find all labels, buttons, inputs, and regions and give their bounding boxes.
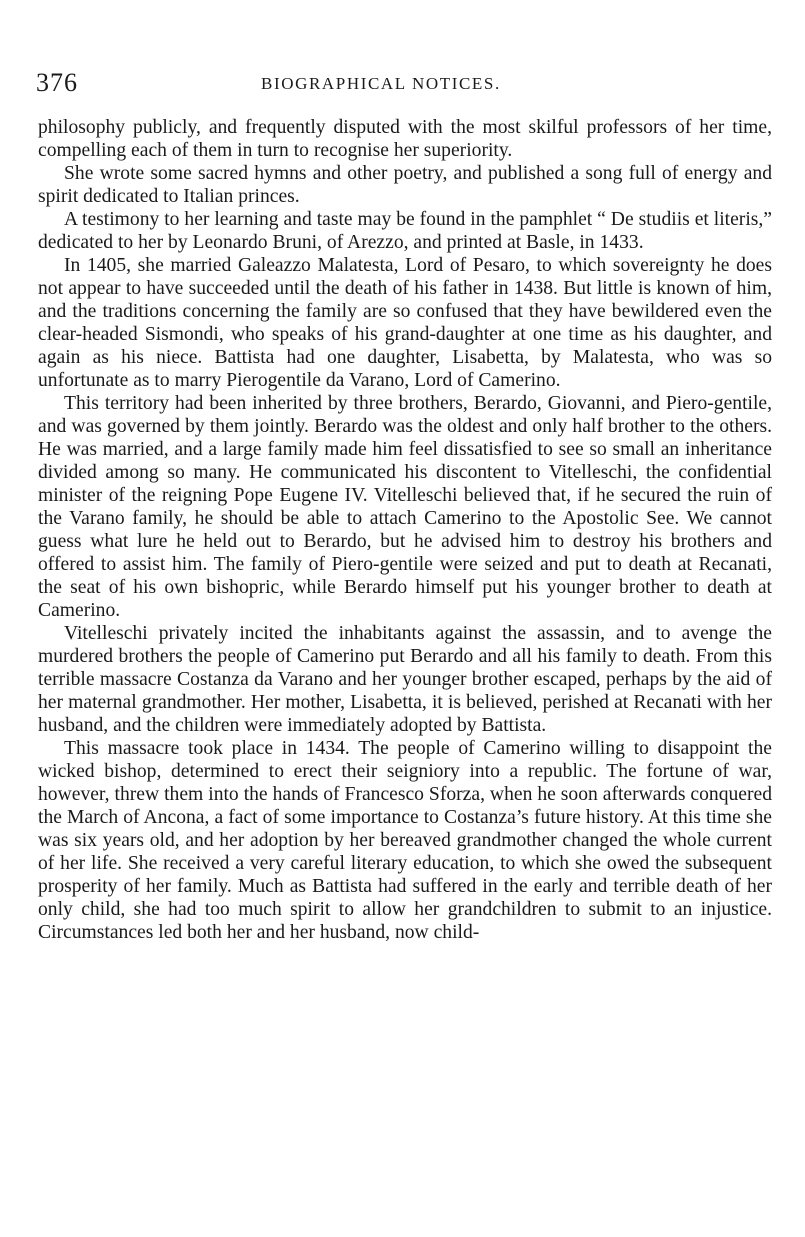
page-header <box>36 66 790 100</box>
paragraph: In 1405, she married Galeazzo Malatesta, Lord of Pesaro, to which sovereignty he does not appear to have succeeded until the death of his father in 1438. But little is known of him, and the traditions concerning the family are so confused that they have bewildered even the clear-headed Sismondi, who speaks of his grand-daughter at one time as his daughter, and again as his niece. Battista had one daughter, Lisabetta, by Malatesta, who was so unfortunate as to marry Pierogentile da Varano, Lord of Camerino. <box>38 255 772 391</box>
page-number: 376 <box>36 68 78 97</box>
body-text <box>38 116 772 944</box>
paragraph: philosophy publicly, and frequently disputed with the most skilful professors of her time, compelling each of them in turn to recognise her superiority. <box>38 117 772 161</box>
paragraph: This massacre took place in 1434. The people of Camerino willing to disappoint the wicked bishop, determined to erect their seigniory into a republic. The fortune of war, however, threw them into the hands of Francesco Sforza, when he soon afterwards conquered the March of Ancona, a fact of some importance to Costanza’s future history. At this time she was six years old, and her adoption by her bereaved grandmother changed the whole current of her life. She received a very careful literary education, to which she owed the subsequent prosperity of her family. Much as Battista had suffered in the early and terrible death of her only child, she had too much spirit to allow her grandchildren to submit to an injustice. Circumstances led both her and her husband, now child- <box>38 738 772 943</box>
paragraph: This territory had been inherited by three brothers, Berardo, Giovanni, and Piero-gentile, and was governed by them jointly. Berardo was the oldest and only half brother to the others. He was married, and a large family made him feel dissatisfied to see so small an inheritance divided among so many. He communicated his discontent to Vitelleschi, the confidential minister of the reigning Pope Eugene IV. Vitelleschi believed that, if he secured the ruin of the Varano family, he should be able to attach Camerino to the Apostolic See. We cannot guess what lure he held out to Berardo, but he advised him to destroy his brothers and offered to assist him. The family of Piero-gentile were seized and put to death at Recanati, the seat of his own bishopric, while Berardo himself put his younger brother to death at Camerino. <box>38 393 772 621</box>
paragraph: She wrote some sacred hymns and other poetry, and published a song full of energy and spirit dedicated to Italian princes. <box>38 163 772 207</box>
paragraph: A testimony to her learning and taste may be found in the pamphlet “ De studiis et literis,” dedicated to her by Leonardo Bruni, of Arezzo, and printed at Basle, in 1433. <box>38 209 772 253</box>
paragraph: Vitelleschi privately incited the inhabitants against the assassin, and to avenge the murdered brothers the people of Camerino put Berardo and all his family to death. From this terrible massacre Costanza da Varano and her younger brother escaped, perhaps by the aid of her maternal grandmother. Her mother, Lisabetta, it is believed, perished at Recanati with her husband, and the children were immediately adopted by Battista. <box>38 623 772 736</box>
running-head: BIOGRAPHICAL NOTICES. <box>261 74 501 93</box>
